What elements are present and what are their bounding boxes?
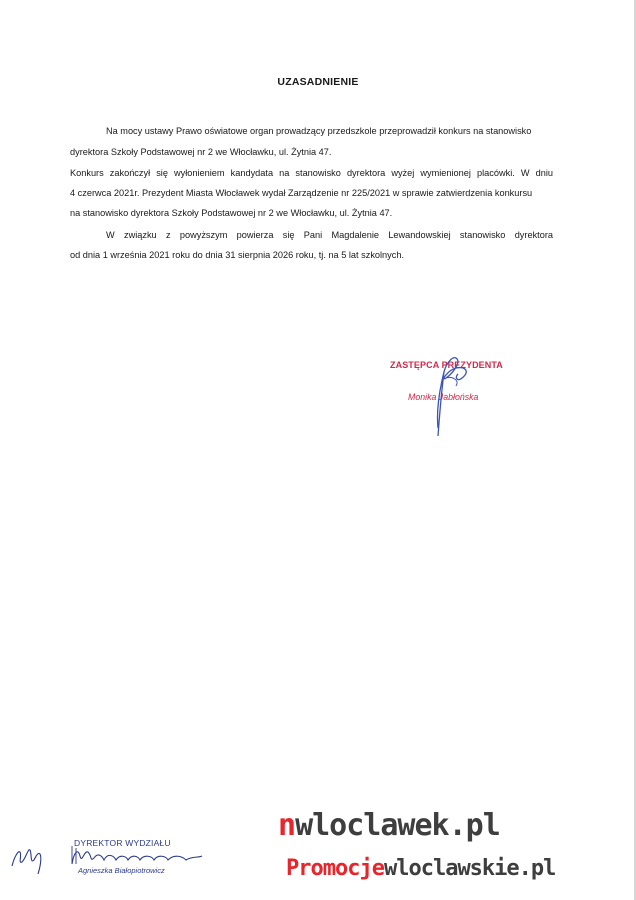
paragraph-line-1: Na mocy ustawy Prawo oświatowe organ prowadzący przedszkole przeprowadził konkurs na stanowisko	[106, 126, 532, 136]
paragraph-line-7: od dnia 1 września 2021 roku do dnia 31 sierpnia 2026 roku, tj. na 5 lat szkolnych.	[70, 250, 405, 260]
paragraph-line-2: dyrektora Szkoły Podstawowej nr 2 we Włocławku, ul. Żytnia 47.	[70, 147, 332, 157]
paragraph-line-6: W związku z powyższym powierza się Pani Magdalenie Lewandowskiej stanowisko dyrektora	[106, 230, 553, 240]
paragraph-line-5: na stanowisko dyrektora Szkoły Podstawowej nr 2 we Włocławku, ul. Żytnia 47.	[70, 208, 393, 218]
watermark-line-1-rest: wloclawek.pl	[295, 808, 500, 843]
document-title: UZASADNIENIE	[277, 76, 359, 88]
deputy-signature-icon	[418, 348, 488, 440]
stamp-title: ZASTĘPCA PREZYDENTA	[390, 360, 503, 370]
watermark-line-2	[286, 856, 555, 881]
watermark-line-2-accent: Promocje	[286, 856, 384, 881]
paragraph-line-3: Konkurs zakończył się wyłonieniem kandydata na stanowisko dyrektora wyżej wymienionej placówki. W dniu	[70, 168, 553, 178]
paragraph-line-4: 4 czerwca 2021r. Prezydent Miasta Włocławek wydał Zarządzenie nr 225/2021 w sprawie zatwierdzenia konkursu	[70, 188, 533, 198]
initials-signature-icon	[8, 836, 48, 876]
stamp-name: Monika Jabłońska	[408, 392, 479, 402]
watermark-line-1-accent: n	[278, 808, 296, 843]
watermark-line-2-rest: wloclawskie.pl	[383, 856, 556, 881]
watermark-line-1	[278, 808, 500, 843]
director-stamp-title: DYREKTOR WYDZIAŁU	[74, 838, 171, 848]
director-stamp-name: Agnieszka Białopiotrowicz	[78, 866, 165, 875]
